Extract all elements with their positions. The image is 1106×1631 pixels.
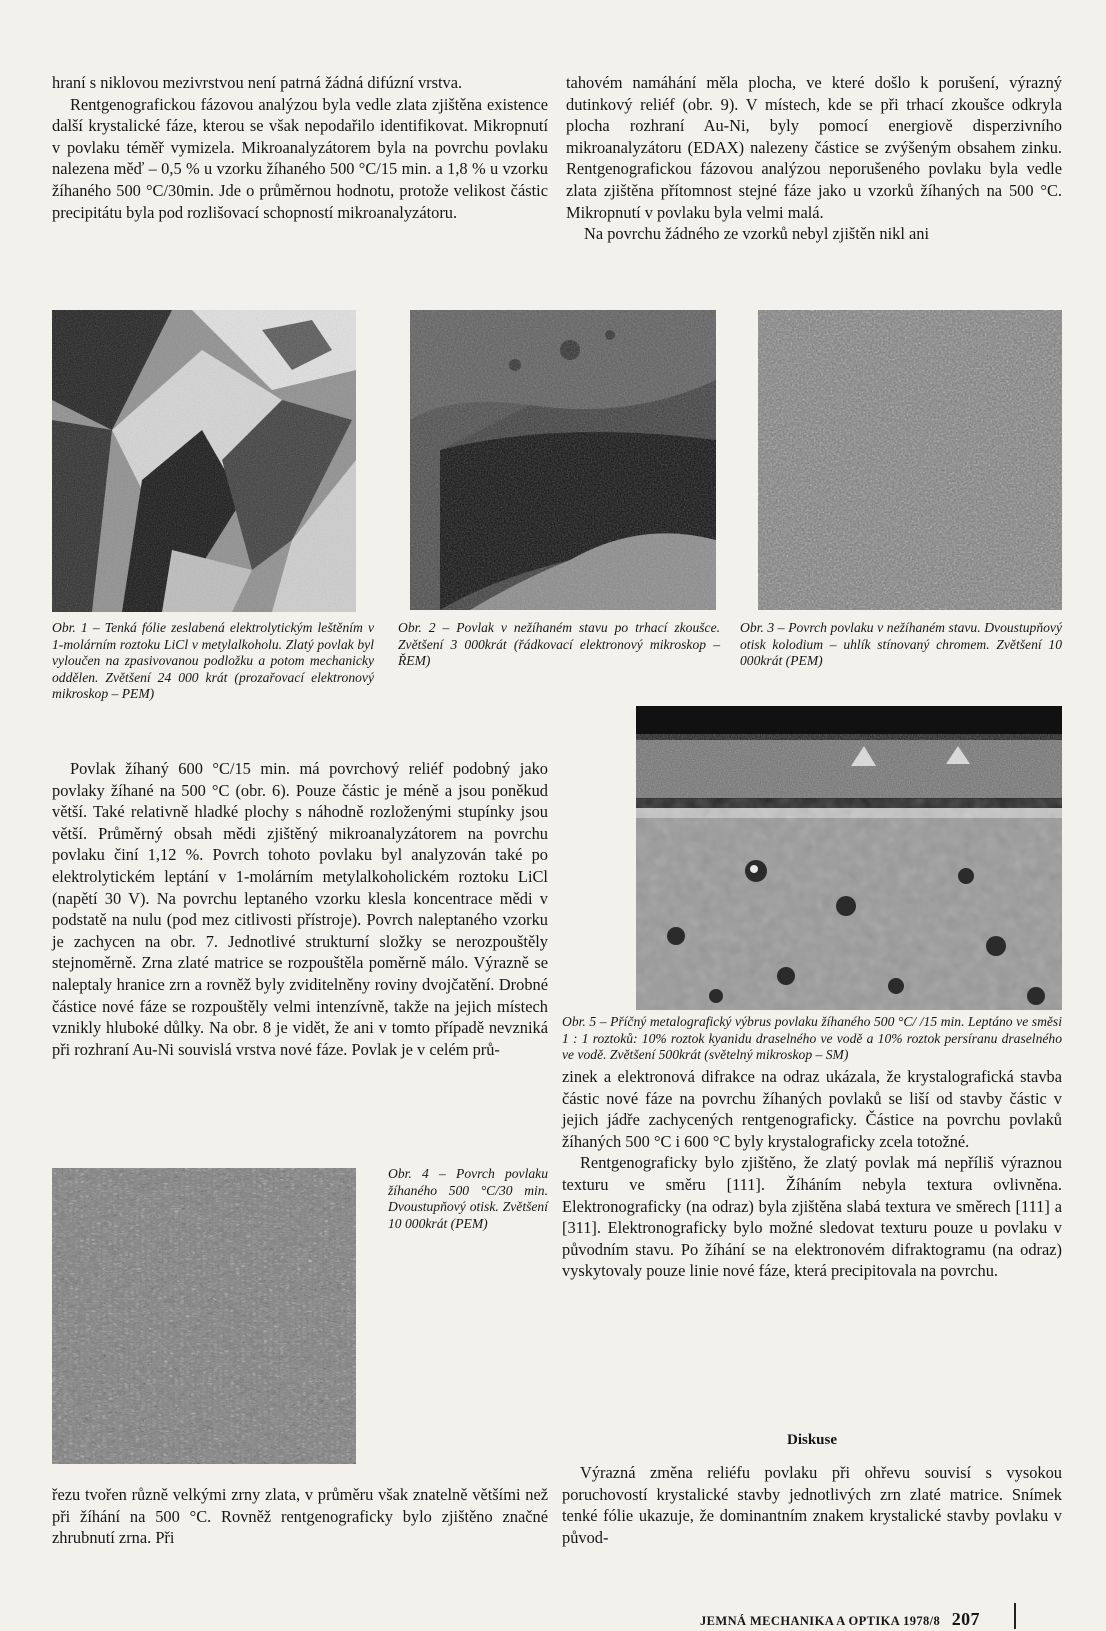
figure-4-image — [52, 1168, 356, 1464]
col2-mid-text — [562, 1066, 1062, 1282]
paragraph: řezu tvořen různě velkými zrny zlata, v průměru však znatelně většími než při žíhání na 500 °C. Rovněž rentgenograficky bylo zjištěno značné zhrubnutí zrna. Při — [52, 1485, 548, 1548]
page-footer — [700, 1609, 980, 1630]
journal-name: JEMNÁ MECHANIKA A OPTIKA 1978/8 — [700, 1614, 941, 1628]
figure-1-image — [52, 310, 356, 612]
col1-bottom-text — [52, 1484, 548, 1549]
col2-top-text — [566, 72, 1062, 245]
figure-2-image — [410, 310, 716, 610]
paragraph: Rentgenograficky bylo zjištěno, že zlatý povlak má nepříliš výraznou texturu ve směru [111]. Žíháním nebyla textura ovlivněna. Elektronograficky (na odraz) byla zjištěna slabá textura ve směrech [111] a [311]. Elektronograficky bylo možné sledovat texturu pouze u povlaku v původním stavu. Po žíhání se na elektronovém difraktogramu (na odraz) vyskytovaly pouze linie nové fáze, která precipitovala na povrchu. — [562, 1153, 1062, 1281]
col1-mid-text — [52, 758, 548, 1060]
paragraph: hraní s niklovou mezivrstvou není patrná žádná difúzní vrstva. — [52, 73, 463, 92]
section-heading: Diskuse — [786, 1432, 838, 1448]
paragraph: Povlak žíhaný 600 °C/15 min. má povrchový reliéf podobný jako povlaky žíhané na 500 °C (obr. 6). Pouze částic je méně a jsou poněkud větší. Také relativně hladké plochy s náhodně rozloženými stupínky jsou větší. Průměrný obsah mědi zjištěný mikroanalyzátorem na povrchu povlaku činí 1,12 %. Povrch tohoto povlaku byl analyzován také po elektrolytickém leptání v 1-molárním metylalkoholickém roztoku LiCl (napětí 30 V). Na povrchu leptaného vzorku klesla koncentrace mědi v podstatě na nulu (pod mez citlivosti přístroje). Povrch naleptaného vzorku je zachycen na obr. 7. Jednotlivé strukturní složky se nerozpouštěly stejnoměrně. Zrna zlaté matrice se rozpouštěla poměrně málo. Výrazně se naleptaly hranice zrn a rovněž byly zviditelněny roviny dvojčatění. Drobné částice nové fáze se rozpouštěly velmi intenzívně, takže na jejich místech vznikly hluboké důlky. Na obr. 8 je vidět, že ani v tomto případě nevzniká při rozhraní Au-Ni souvislá vrstva nové fáze. Povlak je v celém prů- — [52, 759, 548, 1059]
figure-2-caption: Obr. 2 – Povlak v nežíhaném stavu po trhací zkoušce. Zvětšení 3 000krát (řádkovací elektronový mikroskop – ŘEM) — [398, 620, 720, 669]
paragraph: Na povrchu žádného ze vzorků nebyl zjištěn nikl ani — [584, 224, 929, 244]
footer-divider — [1014, 1603, 1016, 1629]
paragraph: tahovém namáhání měla plocha, ve které došlo k porušení, výrazný dutinkový reliéf (obr. 9). V místech, kde se při trhací zkoušce odkryla plocha rozhraní Au-Ni, byly pomocí energiově disperzivního mikroanalyzátoru (EDAX) nalezeny částice se zvýšeným obsahem zinku. Rentgenografickou fázovou analýzou neporušeného povlaku byla vedle zlata zjištěna přítomnost stejné fáze jako u vzorků žíhaných na 500 °C. Mikropnutí v povlaku byla velmi malá. — [566, 73, 1062, 222]
col1-top-text — [52, 72, 548, 223]
paragraph: zinek a elektronová difrakce na odraz ukázala, že krystalografická stavba částic nové fáze na povrchu žíhaných povlaků se liší od stavby částic v jejich jádře zachycených rentgenograficky. Částice na povrchu povlaků žíhaných 500 °C i 600 °C byly krystalograficky zcela totožné. — [562, 1067, 1062, 1151]
figure-5-image — [636, 706, 1062, 1010]
col2-bottom-text — [562, 1462, 1062, 1548]
paragraph: Rentgenografickou fázovou analýzou byla vedle zlata zjištěna existence další krystalické fáze, kterou se však nepodařilo identifikovat. Mikropnutí v povlaku téměř vymizela. Mikroanalyzátorem byla na povrchu povlaku nalezena měď – 0,5 % u vzorku žíhaného 500 °C/15 min. a 1,8 % u vzorku žíhaného 500 °C/30min. Jde o průměrnou hodnotu, protože velikost částic precipitátu byla pod rozlišovací schopností mikroanalyzátoru. — [52, 94, 548, 222]
figure-3-caption: Obr. 3 – Povrch povlaku v nežíhaném stavu. Dvoustupňový otisk kolodium – uhlík stínovaný chromem. Zvětšení 10 000krát (PEM) — [740, 620, 1062, 669]
figure-5-caption: Obr. 5 – Příčný metalografický výbrus povlaku žíhaného 500 °C/ /15 min. Leptáno ve směsi 1 : 1 roztoků: 10% roztok kyanidu draselného ve vodě a 10% roztok persíranu draselného ve vodě. Zvětšení 500krát (světelný mikroskop – SM) — [562, 1014, 1062, 1063]
figure-1-caption: Obr. 1 – Tenká fólie zeslabená elektrolytickým leštěním v 1-molárním roztoku LiCl v metylalkoholu. Zlatý povlak byl vyloučen na zpasivovanou podložku a potom mechanicky oddělen. Zvětšení 24 000 krát (prozařovací elektronový mikroskop – PEM) — [52, 620, 374, 702]
figure-3-image — [758, 310, 1062, 610]
figure-4-caption: Obr. 4 – Povrch povlaku žíhaného 500 °C/30 min. Dvoustupňový otisk. Zvětšení 10 000krát (PEM) — [388, 1166, 548, 1231]
paragraph: Výrazná změna reliéfu povlaku při ohřevu souvisí s vysokou poruchovostí krystalické stavby jednotlivých zrn zlaté matrice. Snímek tenké fólie ukazuje, že dominantním znakem krystalické stavby povlaku v původ- — [562, 1463, 1062, 1547]
page-number: 207 — [951, 1609, 980, 1629]
